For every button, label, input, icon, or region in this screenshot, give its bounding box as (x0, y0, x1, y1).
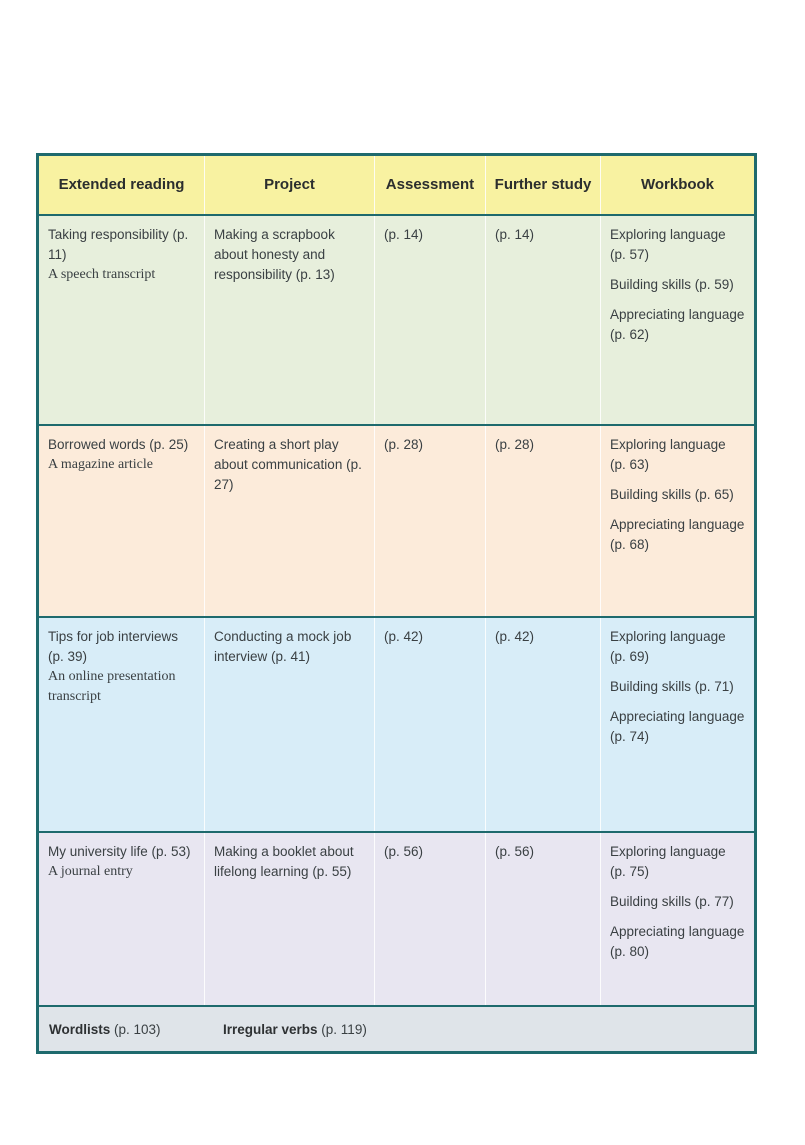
table-row (39, 214, 754, 424)
cell-further-study: (p. 56) (485, 833, 600, 1005)
irregular-verbs-label: Irregular verbs (223, 1021, 322, 1037)
cell-further-study: (p. 14) (485, 216, 600, 424)
table-row (39, 424, 754, 616)
reading-title: Taking responsibility (p. 11) (48, 227, 189, 262)
cell-further-study: (p. 28) (485, 426, 600, 616)
workbook-item: Appreciating language (p. 68) (610, 517, 745, 552)
table-footer-row (39, 1005, 754, 1051)
workbook-item: Appreciating language (p. 62) (610, 307, 745, 342)
column-header-assessment: Assessment (374, 156, 485, 214)
contents-table (36, 153, 757, 1054)
column-header-extended-reading: Extended reading (58, 176, 185, 193)
cell-assessment: (p. 14) (374, 216, 485, 424)
reading-title: Tips for job interviews (p. 39) (48, 629, 179, 664)
cell-workbook (600, 833, 754, 1005)
cell-workbook (600, 216, 754, 424)
workbook-item: Building skills (p. 65) (610, 487, 734, 502)
cell-project: Creating a short play about communication (p. 27) (204, 426, 374, 616)
workbook-item: Building skills (p. 77) (610, 894, 734, 909)
cell-assessment: (p. 42) (374, 618, 485, 831)
workbook-item: Exploring language (p. 57) (610, 227, 726, 262)
cell-extended-reading (39, 216, 204, 424)
reading-genre: A journal entry (48, 864, 133, 879)
column-header-project: Project (204, 156, 374, 214)
table-row (39, 616, 754, 831)
wordlists-page: (p. 103) (114, 1021, 161, 1037)
cell-extended-reading (39, 833, 204, 1005)
workbook-item: Exploring language (p. 69) (610, 629, 726, 664)
workbook-item: Building skills (p. 59) (610, 277, 734, 292)
cell-further-study: (p. 42) (485, 618, 600, 831)
cell-extended-reading (39, 618, 204, 831)
footer-irregular-verbs (223, 1022, 367, 1037)
reading-title: My university life (p. 53) (48, 844, 191, 859)
reading-title: Borrowed words (p. 25) (48, 437, 189, 452)
workbook-item: Building skills (p. 71) (610, 679, 734, 694)
cell-project: Making a booklet about lifelong learning (p. 55) (204, 833, 374, 1005)
irregular-verbs-page: (p. 119) (321, 1021, 367, 1037)
cell-project: Making a scrapbook about honesty and responsibility (p. 13) (204, 216, 374, 424)
workbook-item: Appreciating language (p. 80) (610, 924, 745, 959)
reading-genre: A magazine article (48, 457, 153, 472)
workbook-item: Exploring language (p. 63) (610, 437, 726, 472)
wordlists-label: Wordlists (49, 1021, 115, 1037)
cell-workbook (600, 426, 754, 616)
table-row (39, 831, 754, 1005)
column-header-further-study: Further study (485, 156, 600, 214)
reading-genre: An online presentation transcript (48, 669, 176, 704)
cell-extended-reading (39, 426, 204, 616)
table-header-row (39, 156, 754, 214)
cell-workbook (600, 618, 754, 831)
footer-wordlists (49, 1022, 223, 1037)
column-header-workbook: Workbook (600, 156, 754, 214)
workbook-item: Exploring language (p. 75) (610, 844, 726, 879)
reading-genre: A speech transcript (48, 267, 156, 282)
cell-assessment: (p. 28) (374, 426, 485, 616)
cell-assessment: (p. 56) (374, 833, 485, 1005)
cell-project: Conducting a mock job interview (p. 41) (204, 618, 374, 831)
workbook-item: Appreciating language (p. 74) (610, 709, 745, 744)
